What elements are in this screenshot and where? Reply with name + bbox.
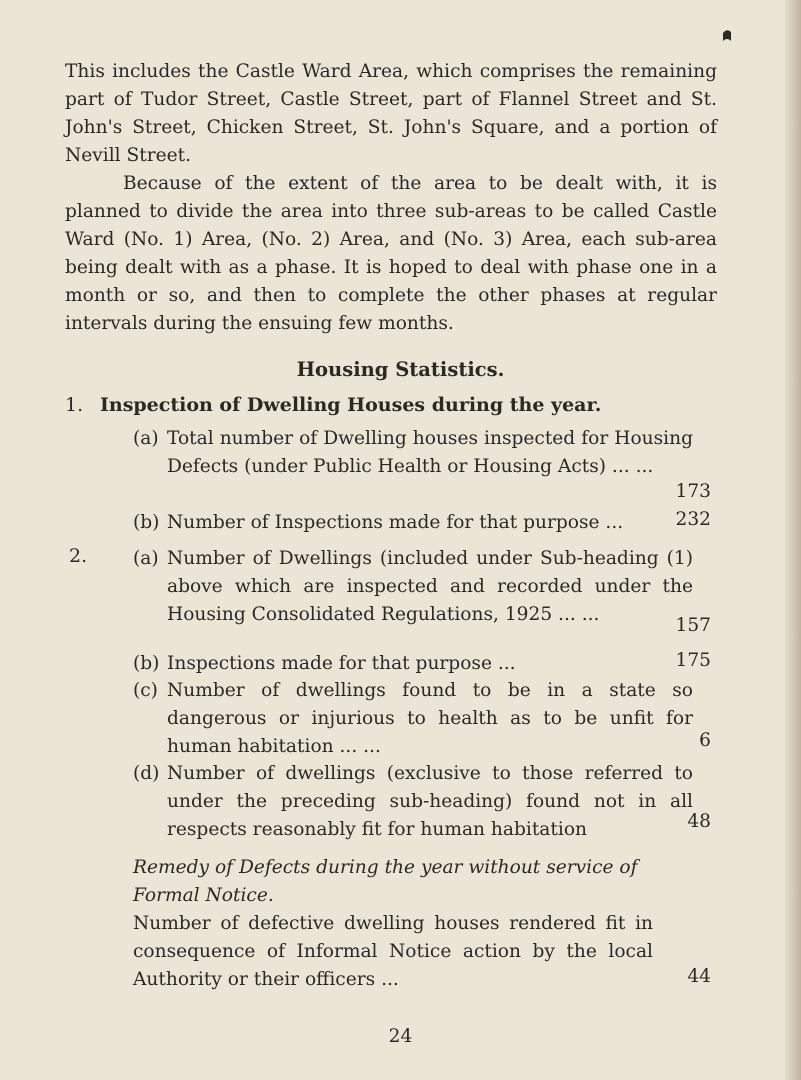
item-text: Number of dwellings (exclusive to those referred to under the preceding sub-heading) found not in all respects reasonably fit for human habitation — [167, 763, 693, 840]
section-1-title: Inspection of Dwelling Houses during the year. — [100, 394, 602, 416]
stat-item-2b — [133, 650, 693, 678]
stat-item-2a — [133, 545, 693, 629]
item-label: (a) — [133, 428, 159, 449]
item-label: (b) — [133, 512, 160, 533]
item-label: (c) — [133, 680, 158, 701]
item-label: (b) — [133, 653, 160, 674]
page-edge-shadow — [785, 0, 801, 1080]
stat-value-2a: 157 — [675, 615, 711, 636]
corner-mark-icon — [721, 27, 733, 46]
remedy-value: 44 — [687, 966, 711, 987]
stat-value-1b: 232 — [675, 509, 711, 530]
stat-value-2d: 48 — [687, 811, 711, 832]
stat-item-1a — [133, 425, 693, 481]
section-2-number: 2. — [69, 545, 88, 567]
stat-value-2c: 6 — [699, 730, 711, 751]
intro-paragraph-1: This includes the Castle Ward Area, which comprises the remaining part of Tudor Street, Castle Street, part of Flannel Street and St. John's Street, Chicken Street, St. John's Square, and a portion of Nevill Street. — [65, 61, 717, 166]
item-label: (a) — [133, 548, 159, 569]
section-1-number: 1. — [65, 394, 84, 416]
stat-item-2d — [133, 760, 693, 844]
stat-value-2b: 175 — [675, 650, 711, 671]
item-label: (d) — [133, 763, 160, 784]
section-heading: Housing Statistics. — [296, 358, 505, 381]
stat-value-1a: 173 — [675, 481, 711, 502]
item-text: Inspections made for that purpose ... — [167, 653, 516, 674]
remedy-title: Remedy of Defects during the year without service of Formal Notice. — [133, 857, 638, 906]
item-text: Number of Inspections made for that purpose ... — [167, 512, 624, 533]
page-number: 24 — [388, 1026, 413, 1047]
item-text: Total number of Dwelling houses inspected for Housing Defects (under Public Health or Housing Acts) ... ... — [167, 428, 693, 477]
stat-item-2c — [133, 677, 693, 761]
remedy-text: Number of defective dwelling houses rendered fit in consequence of Informal Notice action by the local Authority or their officers ... — [133, 913, 653, 990]
intro-paragraph-2: Because of the extent of the area to be dealt with, it is planned to divide the area into three sub-areas to be called Castle Ward (No. 1) Area, (No. 2) Area, and (No. 3) Area, each sub-area being dealt with as a phase. It is hoped to deal with phase one in a month or so, and then to complete the other phases at regular intervals during the ensuing few months. — [65, 173, 717, 334]
stat-item-1b — [133, 509, 693, 537]
item-text: Number of dwellings found to be in a state so dangerous or injurious to health as to be unfit for human habitation ... ... — [167, 680, 693, 757]
item-text: Number of Dwellings (included under Sub-heading (1) above which are inspected and recorded under the Housing Consolidated Regulations, 1925 ... ... — [167, 548, 693, 625]
